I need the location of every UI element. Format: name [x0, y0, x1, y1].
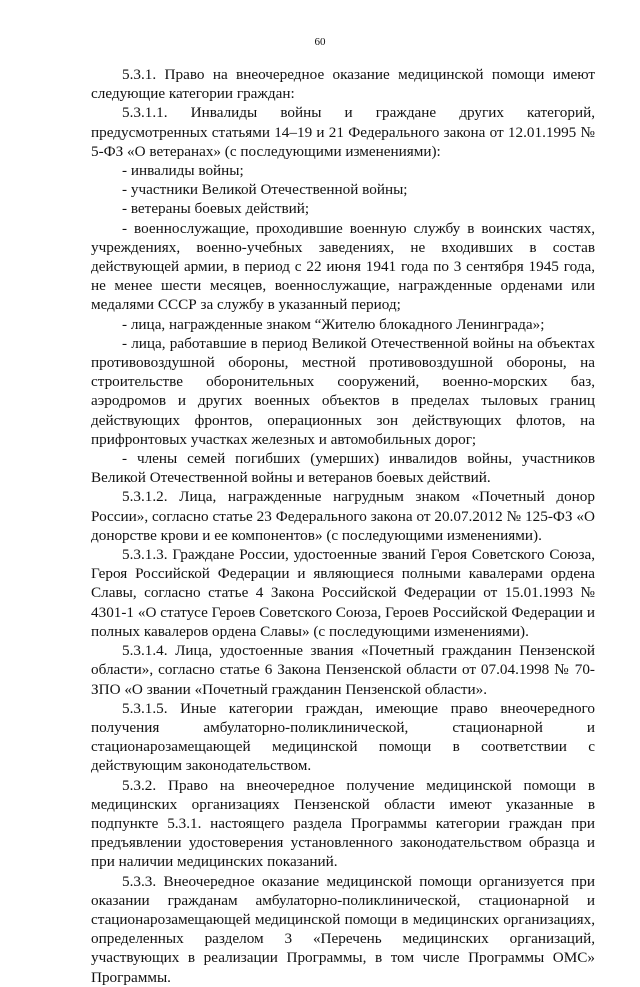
paragraph: 5.3.1.1. Инвалиды войны и граждане других категорий, предусмотренных статьями 14–19 и 21 Федерального закона от 12.01.1995 № 5-ФЗ «О ветеранах» (с последующими изменениями): — [91, 104, 595, 160]
list-item: - инвалиды войны; — [122, 162, 244, 180]
list-item: - ветераны боевых действий; — [122, 200, 310, 218]
list-item: - лица, работавшие в период Великой Отечественной войны на объектах противовоздушной обороны, местной противовоздушной обороны, на строительстве оборонительных сооружений, военно-морских баз, аэродромов и других военных объектов в пределах тыловых границ действующих фронтов, операционных зон действующих флотов, на прифронтовых участках железных и автомобильных дорог; — [91, 334, 595, 448]
paragraph: 5.3.1.5. Иные категории граждан, имеющие право внеочередного получения амбулаторно-поликлинической, стационарной и стационарозамещающей медицинской помощи в соответствии с действующим законодательством. — [91, 699, 595, 775]
paragraph: 5.3.3. Внеочередное оказание медицинской помощи организуется при оказании гражданам амбулаторно-поликлинической, стационарной и стационарозамещающей медицинской помощи в медицинских организациях, определенных разделом 3 «Перечень медицинских организаций, участвующих в реализации Программы, в том числе Программы ОМС» Программы. — [91, 872, 595, 986]
list-item: - участники Великой Отечественной войны; — [122, 181, 408, 199]
page-number: 60 — [314, 36, 326, 48]
paragraph: 5.3.2. Право на внеочередное получение медицинской помощи в медицинских организациях Пензенской области имеют указанные в подпункте 5.3.1. настоящего раздела Программы категории граждан при предъявлении удостоверения установленного законодательством образца и при наличии медицинских показаний. — [91, 776, 595, 871]
paragraph: 5.3.1. Право на внеочередное оказание медицинской помощи имеют следующие категории граждан: — [91, 66, 595, 103]
list-item: - члены семей погибших (умерших) инвалидов войны, участников Великой Отечественной войны и ветеранов боевых действий. — [91, 450, 595, 487]
paragraph: 5.3.1.2. Лица, награжденные нагрудным знаком «Почетный донор России», согласно статье 23 Федерального закона от 20.07.2012 № 125-ФЗ «О донорстве крови и ее компонентов» (с последующими изменениями). — [91, 488, 595, 544]
paragraph: 5.3.1.4. Лица, удостоенные звания «Почетный гражданин Пензенской области», согласно статье 6 Закона Пензенской области от 07.04.1998 № 70-ЗПО «О звании «Почетный гражданин Пензенской области». — [91, 642, 595, 698]
document-body — [91, 65, 595, 987]
list-item: - военнослужащие, проходившие военную службу в воинских частях, учреждениях, военно-учебных заведениях, не входивших в состав действующей армии, в период с 22 июня 1941 года по 3 сентября 1945 года, не менее шести месяцев, военнослужащие, награжденные орденами или медалями СССР за службу в указанный период; — [91, 219, 595, 314]
list-item: - лица, награжденные знаком “Жителю блокадного Ленинграда»; — [122, 315, 545, 333]
paragraph: 5.3.1.3. Граждане России, удостоенные званий Героя Советского Союза, Героя Российской Федерации и являющиеся полными кавалерами ордена Славы, согласно статье 4 Закона Российской Федерации от 15.01.1993 № 4301-1 «О статусе Героев Советского Союза, Героев Российской Федерации и полных кавалеров ордена Славы» (с последующими изменениями). — [91, 546, 595, 640]
